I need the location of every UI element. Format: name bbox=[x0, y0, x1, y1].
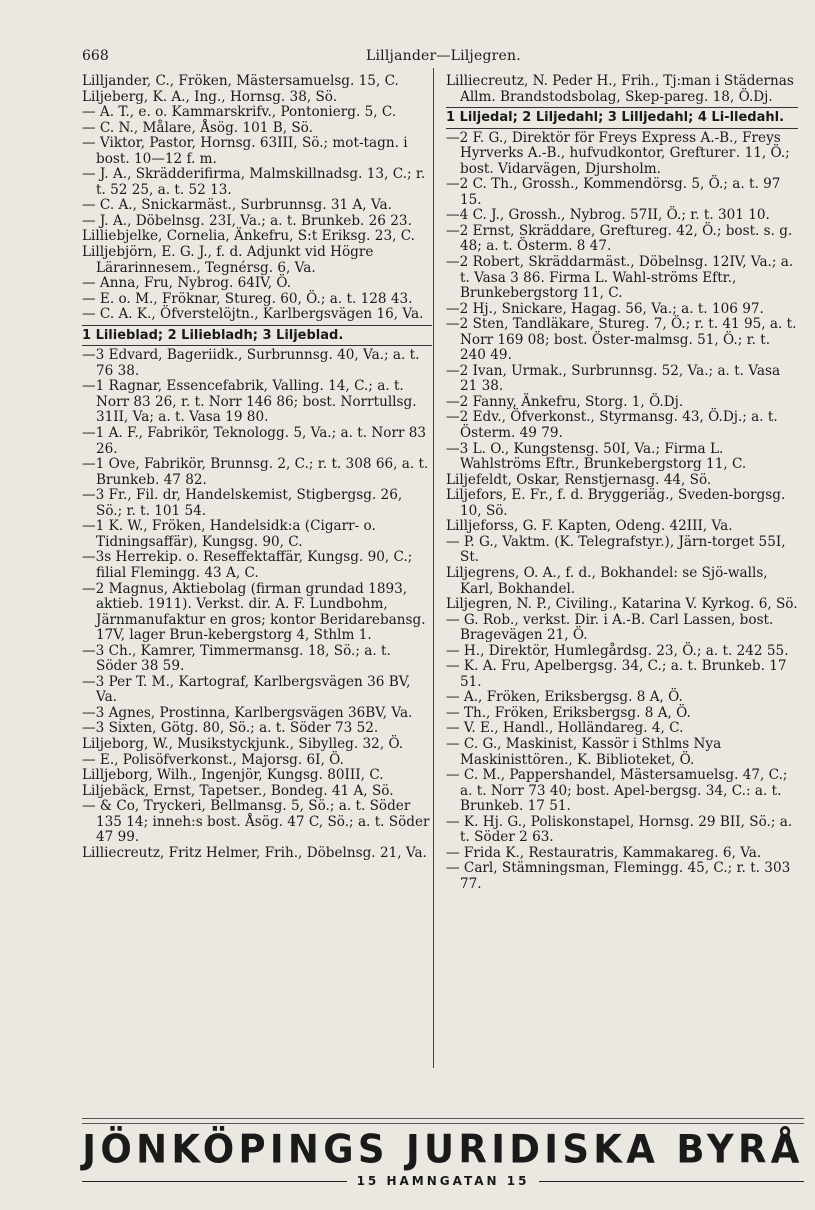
directory-entry: —4 C. J., Grossh., Nybrog. 57II, Ö.; r. t. 301 10. bbox=[446, 207, 770, 224]
ad-title: JÖNKÖPINGS JURIDISKA BYRÅ bbox=[82, 1126, 804, 1173]
directory-entry: —3 Per T. M., Kartograf, Karlbergsvägen 36 BV, Va. bbox=[82, 673, 411, 706]
directory-entry: — Frida K., Restauratris, Kammakareg. 6, Va. bbox=[446, 844, 762, 861]
left-column bbox=[82, 74, 432, 861]
ad-address-row bbox=[82, 1174, 804, 1188]
directory-entry: —2 Ivan, Urmak., Surbrunnsg. 52, Va.; a. t. Vasa 21 38. bbox=[446, 362, 781, 395]
directory-entry: —3s Herrekip. o. Reseffektaffär, Kungsg. 90, C.; filial Flemingg. 43 A, C. bbox=[82, 549, 413, 581]
running-head: Lilljander—Liljegren. bbox=[366, 48, 521, 64]
advertisement bbox=[82, 1118, 804, 1208]
directory-entry: Lilljeborg, Wilh., Ingenjör, Kungsg. 80III, C. bbox=[82, 767, 384, 784]
directory-entry: — J. A., Skrädderifirma, Malmskillnadsg. 13, C.; r. t. 52 25, a. t. 52 13. bbox=[82, 166, 426, 198]
directory-entry: —1 Ove, Fabrikör, Brunnsg. 2, C.; r. t. 308 66, a. t. Brunkeb. 47 82. bbox=[82, 456, 429, 488]
directory-entry: — K. Hj. G., Poliskonstapel, Hornsg. 29 BII, Sö.; a. t. Söder 2 63. bbox=[446, 813, 793, 846]
directory-entry: —3 Edvard, Bageriidk., Surbrunnsg. 40, Va.; a. t. 76 38. bbox=[82, 347, 420, 379]
directory-entry: —1 A. F., Fabrikör, Teknologg. 5, Va.; a. t. Norr 83 26. bbox=[82, 425, 427, 457]
directory-entry: Liljegren, N. P., Civiling., Katarina V. Kyrkog. 6, Sö. bbox=[446, 596, 798, 613]
directory-entry: Lilljander, C., Fröken, Mästersamuelsg. 15, C. bbox=[82, 73, 399, 89]
directory-entry: —3 Sixten, Götg. 80, Sö.; a. t. Söder 73 52. bbox=[82, 720, 379, 737]
directory-entry: —2 Fanny, Änkefru, Storg. 1, Ö.Dj. bbox=[446, 393, 684, 410]
directory-entry: — C. N., Målare, Åsög. 101 B, Sö. bbox=[82, 119, 313, 136]
directory-entry: —2 F. G., Direktör för Freys Express A.-B., Freys Hyrverks A.-B., hufvudkontor, Grefturег. 11, Ö.; bost. Vidarvägen, Djursholm. bbox=[446, 129, 790, 177]
directory-entry: —3 L. O., Kungstensg. 50I, Va.; Firma L. Wahlströms Eftr., Brunkebergstorg 11, C. bbox=[446, 440, 747, 473]
ad-rule-right bbox=[539, 1181, 804, 1182]
directory-entry: — K. A. Fru, Apelbergsg. 34, C.; a. t. Brunkeb. 17 51. bbox=[446, 658, 787, 690]
directory-entry: Liljefors, E. Fr., f. d. Bryggeriäg., Sveden-borgsg. 10, Sö. bbox=[446, 487, 786, 519]
directory-entry: Liljeberg, K. A., Ing., Hornsg. 38, Sö. bbox=[82, 88, 338, 105]
page-header bbox=[80, 46, 800, 68]
directory-entry: Lilljeforss, G. F. Kapten, Odeng. 42III, Va. bbox=[446, 518, 733, 535]
directory-entry: — H., Direktör, Humlegårdsg. 23, Ö.; a. t. 242 55. bbox=[446, 642, 789, 659]
directory-entry: —3 Fr., Fil. dr, Handelskemist, Stigbergsg. 26, Sö.; r. t. 101 54. bbox=[82, 487, 403, 519]
directory-entry: — V. E., Handl., Holländareg. 4, C. bbox=[446, 720, 684, 737]
directory-entry: — & Co, Tryckeri, Bellmansg. 5, Sö.; a. t. Söder 135 14; inneh:s bost. Åsög. 47 C, Sö.; a. t. Söder 47 99. bbox=[82, 798, 430, 846]
right-column bbox=[446, 74, 798, 892]
directory-entry: — J. A., Döbelnsg. 23I, Va.; a. t. Brunkeb. 26 23. bbox=[82, 212, 412, 229]
directory-entry: Lilliebjelke, Cornelia, Änkefru, S:t Eriksg. 23, C. bbox=[82, 228, 415, 245]
directory-entry: —2 Magnus, Aktiebolag (firman grundad 1893, aktieb. 1911). Verkst. dir. A. F. Lundbohm, Järnmanufaktur en gros; kontor Beridarebansg. 17V, lager Brun-kebergstorg 4, Sthlm 1. bbox=[82, 580, 426, 644]
directory-entry: — Carl, Stämningsman, Flemingg. 45, C.; r. t. 303 77. bbox=[446, 860, 791, 892]
directory-entry: —3 Ch., Kamrer, Timmermansg. 18, Sö.; a. t. Söder 38 59. bbox=[82, 642, 391, 675]
family-group-header: 1 Liljedal; 2 Liljedahl; 3 Lilljedahl; 4 Li-lledahl. bbox=[446, 107, 798, 129]
directory-entry: — G. Rob., verkst. Dir. i A.-B. Carl Lassen, bost. Bragevägen 21, Ö. bbox=[446, 611, 774, 644]
page-number: 668 bbox=[82, 48, 109, 64]
directory-entry: Liljefeldt, Oskar, Renstjernasg. 44, Sö. bbox=[446, 471, 712, 488]
directory-entry: — Anna, Fru, Nybrog. 64IV, Ö. bbox=[82, 275, 292, 292]
directory-entry: — C. G., Maskinist, Kassör i Sthlms Nya Maskinisttören., K. Biblioteket, Ö. bbox=[446, 735, 722, 768]
directory-entry: Lilliecreutz, N. Peder H., Frih., Tj:man i Städernas Allm. Brandstodsbolag, Skep-pareg. 18, Ö.Dj. bbox=[446, 73, 794, 105]
directory-entry: — C. M., Pappershandel, Mästersamuelsg. 47, C.; a. t. Norr 73 40; bost. Apel-bergsg. 34, C.: a. t. Brunkeb. 17 51. bbox=[446, 767, 788, 815]
directory-entry: —2 Sten, Tandläkare, Stureg. 7, Ö.; r. t. 41 95, a. t. Norr 169 08; bost. Öster-malmsg. 51, Ö.; r. t. 240 49. bbox=[446, 316, 797, 364]
directory-entry: —2 C. Th., Grossh., Kommendörsg. 5, Ö.; a. t. 97 15. bbox=[446, 176, 781, 208]
directory-entry: Liljebäck, Ernst, Tapetser., Bondeg. 41 A, Sö. bbox=[82, 782, 394, 799]
directory-entry: —3 Agnes, Prostinna, Karlbergsvägen 36BV, Va. bbox=[82, 704, 413, 721]
directory-entry: — C. A. K., Öfverstelöjtn., Karlbergsvägen 16, Va. bbox=[82, 306, 424, 323]
directory-entry: — A., Fröken, Eriksbergsg. 8 A, Ö. bbox=[446, 689, 683, 706]
directory-entry: Liljeborg, W., Musikstyckjunk., Sibylleg. 32, Ö. bbox=[82, 735, 404, 752]
ad-address: 15 HAMNGATAN 15 bbox=[356, 1174, 530, 1188]
directory-entry: — E. o. M., Fröknar, Stureg. 60, Ö.; a. t. 128 43. bbox=[82, 290, 413, 307]
ad-rule-left bbox=[82, 1181, 347, 1182]
directory-entry: —2 Hj., Snickare, Hagag. 56, Va.; a. t. 106 97. bbox=[446, 300, 764, 317]
directory-entry: Lilliecreutz, Fritz Helmer, Frih., Döbelnsg. 21, Va. bbox=[82, 844, 427, 861]
column-divider bbox=[433, 68, 434, 1068]
directory-entry: — A. T., e. o. Kammarskrifv., Pontonierg. 5, C. bbox=[82, 104, 397, 121]
directory-entry: — P. G., Vaktm. (K. Telegrafstyr.), Järn-torget 55I, St. bbox=[446, 533, 786, 566]
directory-entry: —2 Edv., Öfverkonst., Styrmansg. 43, Ö.Dj.; a. t. Österm. 49 79. bbox=[446, 409, 778, 442]
family-group-header: 1 Lilieblad; 2 Liliebladh; 3 Liljeblad. bbox=[82, 325, 432, 347]
directory-entry: Lilljebjörn, E. G. J., f. d. Adjunkt vid Högre Lärarinnesem., Tegnérsg. 6, Va. bbox=[82, 244, 374, 276]
directory-entry: — Th., Fröken, Eriksbergsg. 8 A, Ö. bbox=[446, 704, 691, 721]
directory-entry: — Viktor, Pastor, Hornsg. 63III, Sö.; mot-tagn. i bost. 10—12 f. m. bbox=[82, 135, 408, 167]
directory-entry: — E., Polisöfverkonst., Majorsg. 6I, Ö. bbox=[82, 751, 344, 768]
directory-entry: —2 Robert, Skräddarmäst., Döbelnsg. 12IV, Va.; a. t. Vasa 3 86. Firma L. Wahl-ströms Eftr., Brunkebergstorg 11, C. bbox=[446, 254, 794, 302]
directory-entry: — C. A., Snickarmäst., Surbrunnsg. 31 A, Va. bbox=[82, 197, 392, 214]
directory-entry: Liljegrens, O. A., f. d., Bokhandel: se Sjö-walls, Karl, Bokhandel. bbox=[446, 564, 768, 597]
directory-entry: —2 Ernst, Skräddare, Greftureg. 42, Ö.; bost. s. g. 48; a. t. Österm. 8 47. bbox=[446, 222, 793, 255]
ad-top-rule bbox=[82, 1118, 804, 1124]
directory-entry: —1 K. W., Fröken, Handelsidk:a (Cigarr- o. Tidningsaffär), Kungsg. 90, C. bbox=[82, 518, 376, 550]
directory-entry: —1 Ragnar, Essencefabrik, Valling. 14, C.; a. t. Norr 83 26, r. t. Norr 146 86; bost. Norrtullsg. 31II, Va; a. t. Vasa 19 80. bbox=[82, 378, 417, 426]
